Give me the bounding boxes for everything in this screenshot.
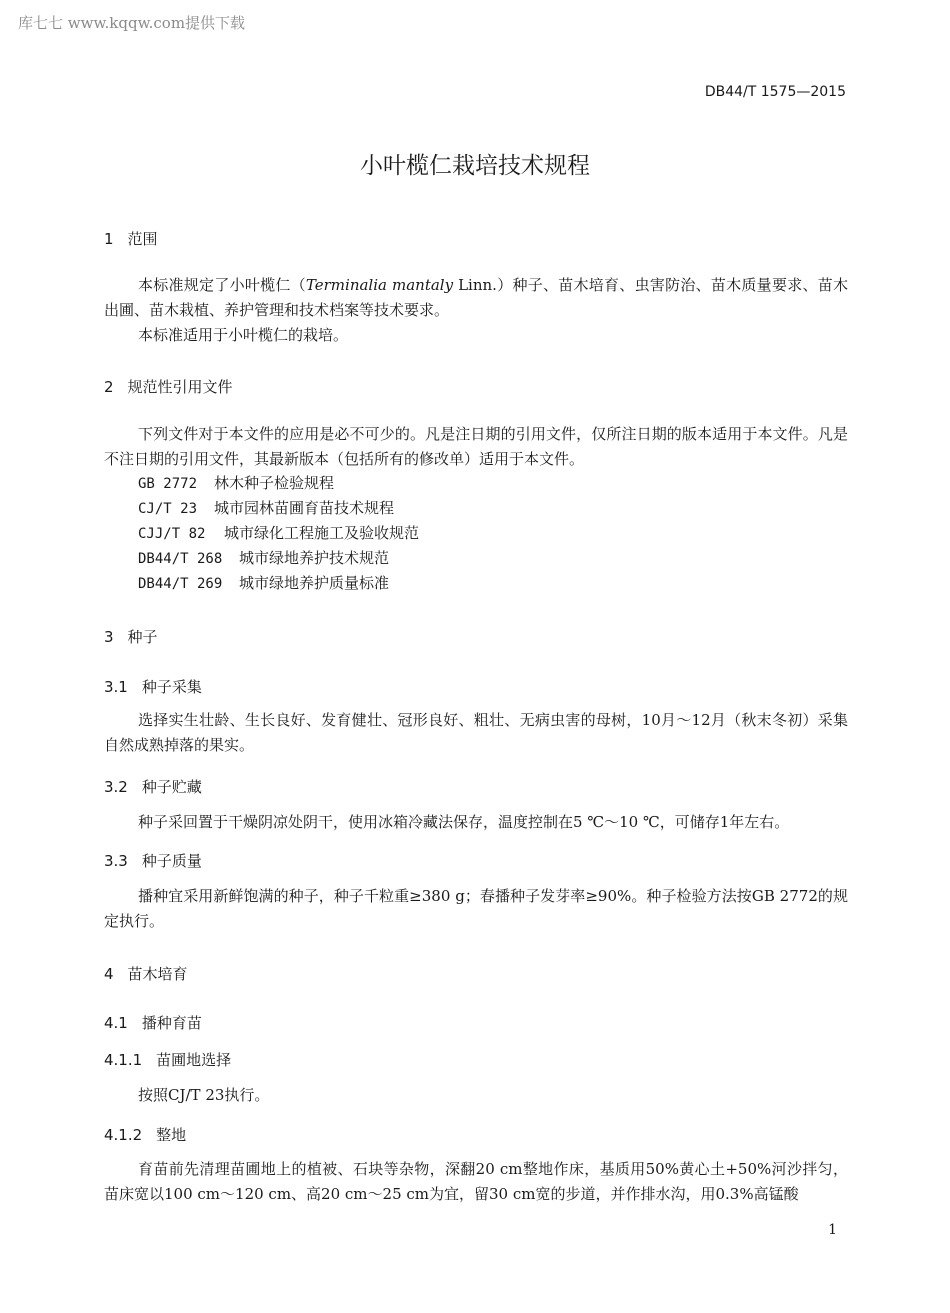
latin-name: Terminalia mantaly: [305, 276, 454, 294]
section-number: 3.2: [104, 778, 128, 796]
section-title: 种子采集: [141, 678, 202, 696]
scope-text-pre: 本标准规定了小叶榄仁（: [138, 276, 306, 294]
section-number: 4.1: [104, 1014, 128, 1032]
nursery-selection-paragraph: 按照CJ/T 23执行。: [138, 1086, 270, 1104]
section-heading-1: [104, 228, 158, 249]
references-intro: 下列文件对于本文件的应用是必不可少的。凡是注日期的引用文件，仅所注日期的版本适用于本文件。凡是不注日期的引用文件，其最新版本（包括所有的修改单）适用于本文件。: [104, 425, 848, 468]
section-number: 3.1: [104, 678, 128, 696]
reference-code: DB44/T 268: [138, 551, 223, 567]
section-heading-4-1-2: [104, 1124, 186, 1145]
section-title: 种子质量: [141, 852, 202, 870]
section-heading-4-1: [104, 1012, 202, 1033]
reference-code: CJJ/T 82: [138, 526, 206, 542]
reference-title: 林木种子检验规程: [214, 474, 335, 492]
section-heading-3-3: [104, 850, 202, 871]
reference-code: CJ/T 23: [138, 501, 198, 517]
section-title: 苗圃地选择: [156, 1051, 232, 1069]
page-number: 1: [828, 1222, 837, 1238]
reference-title: 城市绿地养护技术规范: [239, 549, 390, 567]
section-title: 范围: [127, 230, 158, 248]
section-title: 苗木培育: [127, 965, 188, 983]
document-title: 小叶榄仁栽培技术规程: [360, 153, 590, 179]
standard-code: DB44/T 1575—2015: [704, 84, 846, 100]
section-heading-3-1: [104, 676, 202, 697]
section-number: 3.3: [104, 852, 128, 870]
section-number: 4: [104, 965, 114, 983]
section-number: 4.1.2: [104, 1126, 143, 1144]
reference-code: DB44/T 269: [138, 576, 223, 592]
seed-collection-paragraph: 选择实生壮龄、生长良好、发育健壮、冠形良好、粗壮、无病虫害的母树，10月～12月（秋末冬初）采集自然成熟掉落的果实。: [104, 711, 848, 754]
section-number: 3: [104, 628, 114, 646]
scope-paragraph-2: 本标准适用于小叶榄仁的栽培。: [138, 326, 349, 344]
section-number: 2: [104, 378, 114, 396]
reference-code: GB 2772: [138, 476, 198, 492]
seed-quality-paragraph: 播种宜采用新鲜饱满的种子，种子千粒重≥380 g；春播种子发芽率≥90%。种子检验方法按GB 2772的规定执行。: [104, 887, 848, 930]
section-heading-4: [104, 963, 188, 984]
reference-title: 城市园林苗圃育苗技术规程: [214, 499, 395, 517]
section-heading-4-1-1: [104, 1049, 231, 1070]
section-heading-3-2: [104, 776, 202, 797]
reference-item: [138, 572, 389, 593]
scope-paragraph-1: [104, 273, 848, 323]
section-heading-2: [104, 376, 233, 397]
section-number: 4.1.1: [104, 1051, 143, 1069]
watermark-text: 库七七 www.kqqw.com提供下载: [18, 14, 246, 32]
reference-item: [138, 547, 389, 568]
section-title: 种子贮藏: [141, 778, 202, 796]
section-title: 规范性引用文件: [127, 378, 233, 396]
reference-item: [138, 497, 394, 518]
section-title: 种子: [127, 628, 158, 646]
seed-storage-paragraph: 种子采回置于干燥阴凉处阴干，使用冰箱冷藏法保存，温度控制在5 ℃～10 ℃，可储存1年左右。: [138, 813, 790, 831]
reference-title: 城市绿化工程施工及验收规范: [224, 524, 420, 542]
land-preparation-paragraph: 育苗前先清理苗圃地上的植被、石块等杂物，深翻20 cm整地作床，基质用50%黄心土+50%河沙拌匀，苗床宽以100 cm～120 cm、高20 cm～25 cm为宜，留30 cm宽的步道，并作排水沟，用0.3%高锰酸: [104, 1160, 848, 1203]
section-number: 1: [104, 230, 114, 248]
section-heading-3: [104, 626, 158, 647]
reference-title: 城市绿地养护质量标准: [239, 574, 390, 592]
scope-text-post: Linn.）种子、苗木培育、虫害防治、苗木质量要求、苗木出圃、苗木栽植、养护管理和技术档案等技术要求。: [104, 276, 848, 319]
section-title: 整地: [156, 1126, 187, 1144]
reference-item: [138, 472, 334, 493]
reference-item: [138, 522, 419, 543]
section-title: 播种育苗: [141, 1014, 202, 1032]
